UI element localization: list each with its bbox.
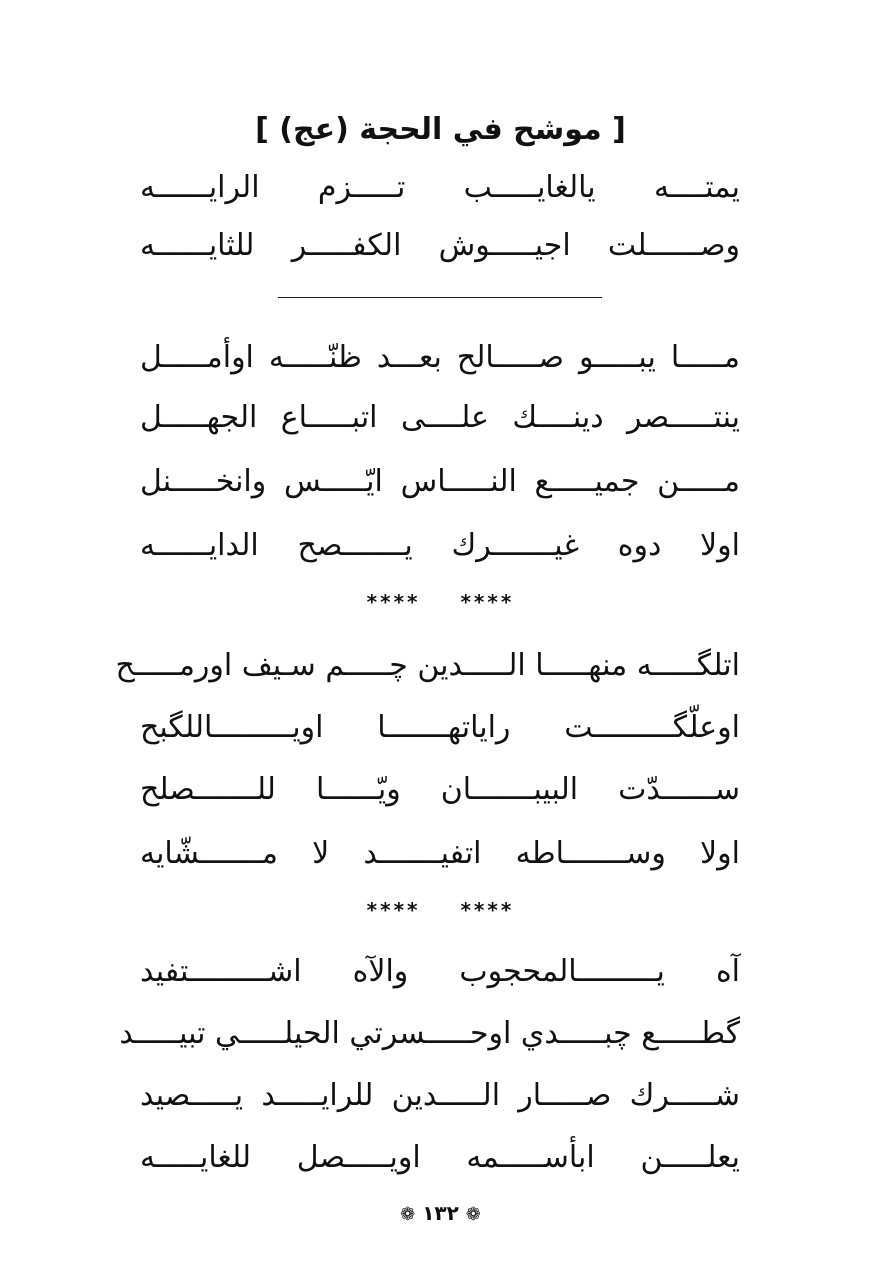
verse-line: آه يـــــــــالمحجوب والآه اشـــــــــتفيد: [140, 954, 740, 989]
verse-line: ســــــدّت البيبـــــــان ويّــــــا للـــــــصلح: [140, 772, 740, 807]
verse-line: ينتـــــصر دينــــك علــــى اتبـــــاع الجهـــــل: [140, 400, 740, 435]
verse-line: اوعلّگـــــــــت راياتهـــــــا اويـــــــــاللگبح: [140, 710, 740, 745]
verse-line: اتلگـــــه منهـــــا الـــــدين چـــــم سـيف اورمـــــح: [115, 648, 740, 683]
verse-line: يمتــــه يالغايـــــب تـــــزم الرايــــــه: [140, 170, 740, 205]
page-number-footer: [0, 1200, 881, 1228]
horizontal-divider: [278, 297, 602, 298]
stars-separator: **** ****: [366, 898, 515, 922]
ornament-icon: ❁: [400, 1203, 416, 1225]
verse-line: شـــــرك صـــــار الـــــدين للرايـــــد يـــــصيد: [140, 1078, 740, 1113]
verse-line: مـــــن جميـــــع النـــــاس ايّـــــس وانخـــــنل: [140, 464, 740, 499]
verse-line: اولا دوه غيـــــــرك يـــــــصح الدايــــــه: [140, 528, 740, 563]
ornament-icon: ❁: [465, 1203, 481, 1225]
verse-line: مـــــا يبـــــو صـــــالح بعـــد ظنّـــــه اوأمـــــل: [140, 340, 740, 375]
verse-line: اولا وســـــــاطه اتفيـــــــد لا مـــــــشّايه: [140, 836, 740, 871]
verse-line: وصــــــلت اجيـــــوش الكفـــــر للثايــــــه: [140, 228, 740, 263]
stars-separator: **** ****: [366, 590, 515, 614]
verse-line: گطـــــع چبـــــدي اوحـــــسرتي الحيلـــــي تبيـــــد: [119, 1016, 740, 1051]
verse-line: يعلـــــن ابأســـــمه اويـــــصل للغايـــــه: [140, 1140, 740, 1175]
page-number: ١٣٢: [422, 1201, 459, 1225]
poem-title: [ موشح في الحجة (عج) ]: [255, 112, 626, 147]
